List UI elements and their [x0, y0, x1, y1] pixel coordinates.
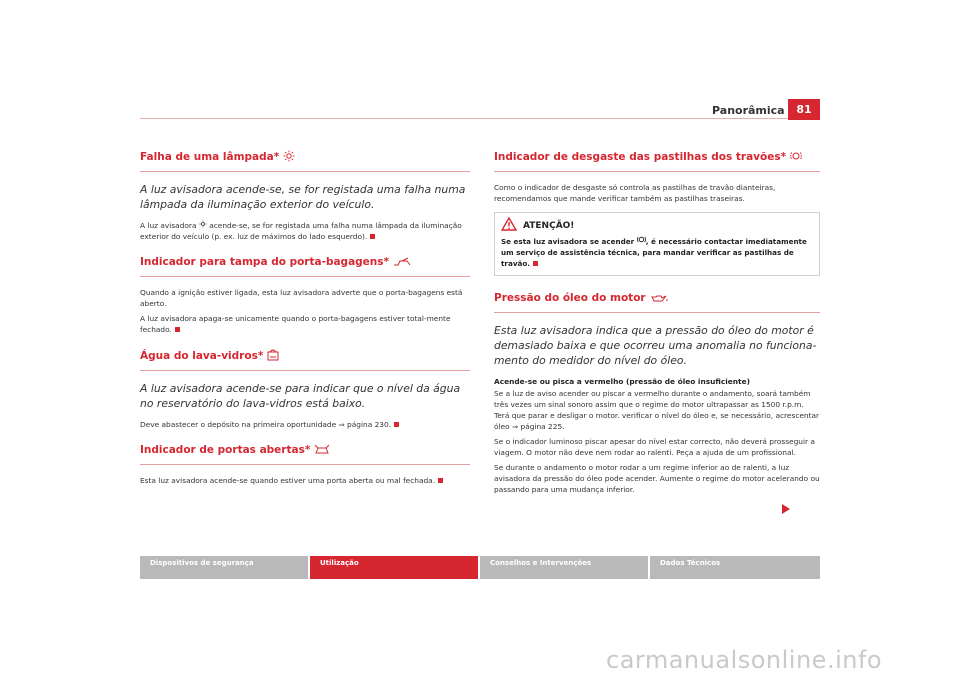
- section-title-doors: Indicador de portas abertas*: [140, 444, 470, 465]
- footer-tab-advice[interactable]: Conselhos e Intervenções: [480, 556, 648, 579]
- warning-box: [494, 212, 820, 276]
- doors-body: Esta luz avisadora acende-se quando estiver uma porta aberta ou mal fechada.: [140, 475, 470, 486]
- brake-pad-icon: [790, 150, 802, 165]
- section-title-lamp: Falha de uma lâmpada*: [140, 150, 470, 172]
- footer-tab-usage[interactable]: Utilização: [310, 556, 478, 579]
- boot-p2: A luz avisadora apaga-se unicamente quando o porta-bagagens estiver total-mente fechado.: [140, 314, 451, 334]
- section-title-pads: Indicador de desgaste das pastilhas dos travões*: [494, 150, 820, 172]
- section-title-boot: Indicador para tampa do porta-bagagens*: [140, 256, 470, 277]
- footer-tab-technical[interactable]: Dados Técnicos: [650, 556, 820, 579]
- footer-tab-safety[interactable]: Dispositivos de segurança: [140, 556, 308, 579]
- section-title-washer: Água do lava-vidros*: [140, 349, 470, 371]
- oil-lead: Esta luz avisadora indica que a pressão do óleo do motor é demasiado baixa e que ocorreu uma anomalia no funciona-mento do medidor do nível do óleo.: [494, 324, 817, 367]
- trunk-open-icon: [393, 257, 411, 270]
- lamp-body: A luz avisadora acende-se, se for registada uma falha numa lâmpada da iluminação exterior do veículo (p. ex. luz de máximos do lado esquerdo).: [140, 221, 462, 241]
- oil-can-icon: [650, 293, 668, 306]
- brake-pad-inline-icon: [637, 237, 646, 246]
- washer-fluid-icon: [267, 349, 279, 364]
- end-marker: [438, 478, 443, 483]
- oil-p2: Se o indicador luminoso piscar apesar do nível estar correcto, não deverá prosseguir a viagem. O motor não deve nem rodar ao ralenti. Peça a ajuda de um profissional.: [494, 437, 815, 457]
- boot-p1: Quando a ignição estiver ligada, esta luz avisadora adverte que o porta-bagagens está aberto.: [140, 288, 463, 308]
- warning-heading: ATENÇÃO!: [501, 217, 813, 231]
- watermark: carmanualsonline.info: [606, 646, 883, 674]
- washer-body: Deve abastecer o depósito na primeira oportunidade ⇒ página 230.: [140, 419, 470, 430]
- bulb-warning-icon: [283, 150, 295, 165]
- end-marker: [394, 422, 399, 427]
- header-title: Panorâmica: [712, 104, 785, 117]
- lamp-lead: A luz avisadora acende-se, se for registada uma falha numa lâmpada da iluminação exterior do veículo.: [140, 183, 466, 211]
- end-marker: [175, 327, 180, 332]
- warning-text: Se esta luz avisadora se acender , é necessário contactar imediatamente um serviço de assistência técnica, para mandar verificar as pastilhas de travão.: [501, 237, 807, 268]
- section-title-oil: Pressão do óleo do motor: [494, 292, 820, 313]
- oil-subtitle: Acende-se ou pisca a vermelho (pressão de óleo insuficiente): [494, 377, 750, 386]
- end-marker: [533, 261, 538, 266]
- pads-body: Como o indicador de desgaste só controla as pastilhas de travão dianteiras, recomendamos que mande verificar também as pastilhas traseiras.: [494, 183, 776, 203]
- right-column: [494, 150, 820, 499]
- header-rule: [140, 118, 788, 119]
- end-marker: [370, 234, 375, 239]
- bulb-warning-inline-icon: [199, 221, 207, 230]
- left-column: [140, 150, 470, 490]
- next-page-arrow-icon[interactable]: [782, 504, 790, 514]
- warning-triangle-icon: [501, 217, 517, 231]
- washer-lead: A luz avisadora acende-se para indicar que o nível da água no reservatório do lava-vidros está baixo.: [140, 382, 461, 410]
- page-number: 81: [788, 99, 820, 120]
- oil-p1: Se a luz de aviso acender ou piscar a vermelho durante o andamento, soará também três vezes um sinal sonoro assim que o regime do motor ultrapassar as 1500 r.p.m. Terá que parar e desligar o motor. verificar o nível do óleo e, se necessário, acrescentar óleo ⇒ página 225.: [494, 389, 820, 431]
- door-open-icon: [314, 444, 330, 458]
- oil-p3: Se durante o andamento o motor rodar a um regime inferior ao de ralenti, a luz avisadora da pressão do óleo pode acender. Aumente o regime do motor acelerando ou passando para uma mudança inferior.: [494, 463, 820, 494]
